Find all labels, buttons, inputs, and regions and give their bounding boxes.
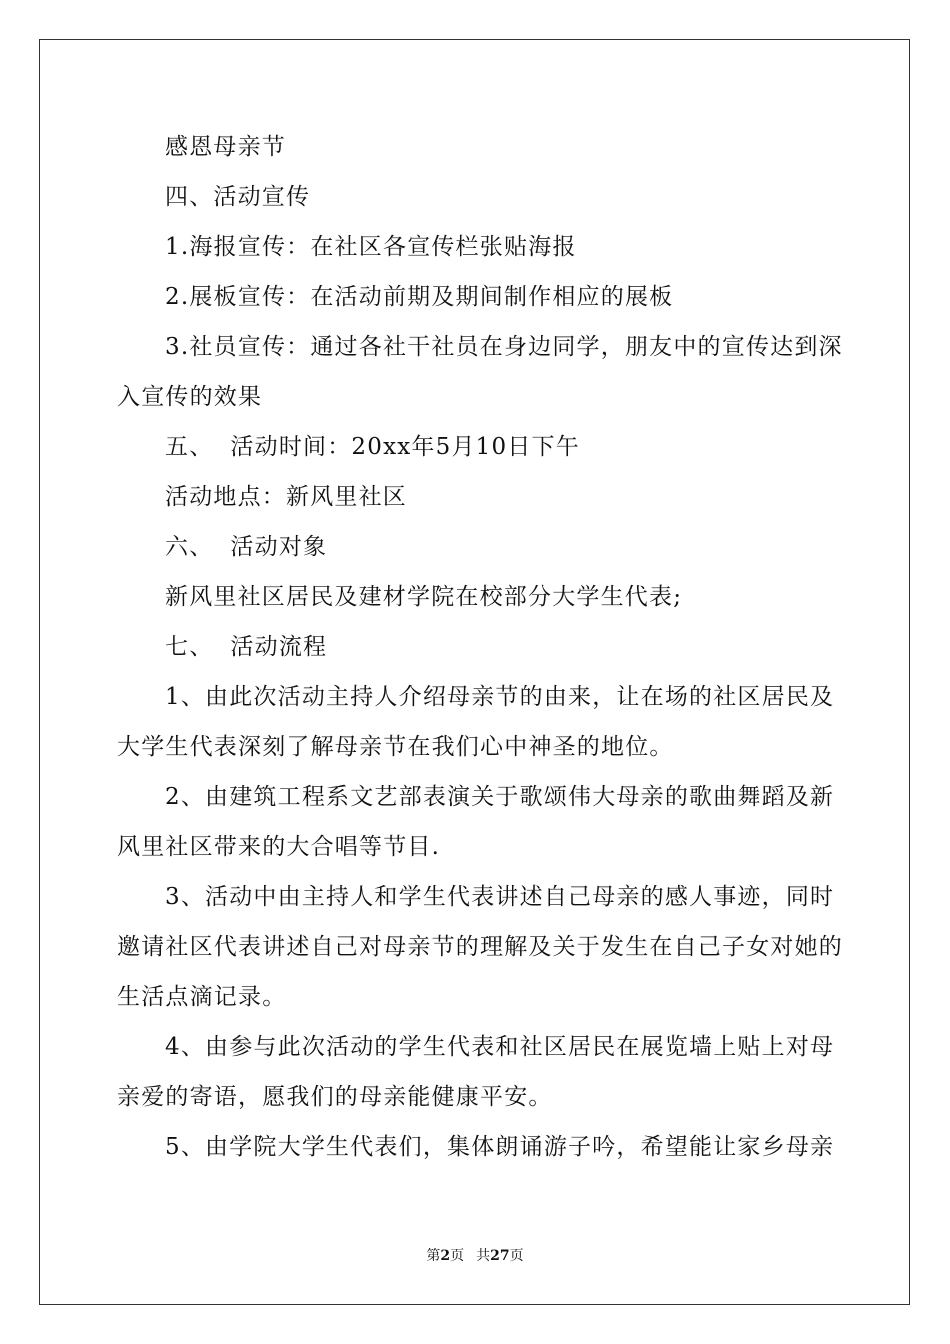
- text-line: 1、由此次活动主持人介绍母亲节的由来，让在场的社区居民及: [165, 684, 835, 710]
- text-line: 风里社区带来的大合唱等节目.: [117, 834, 441, 860]
- text-line: 5、由学院大学生代表们，集体朗诵游子吟，希望能让家乡母亲: [165, 1134, 835, 1160]
- text-line: 1.海报宣传：在社区各宣传栏张贴海报: [165, 234, 577, 260]
- page-prefix: 第: [426, 1248, 441, 1264]
- page-suffix: 页: [450, 1248, 465, 1264]
- text-line: 3.社员宣传：通过各社干社员在身边同学，朋友中的宣传达到深: [165, 334, 843, 360]
- total-suffix: 页: [509, 1248, 524, 1264]
- document-body: [117, 122, 843, 1172]
- text-line: 4、由参与此次活动的学生代表和社区居民在展览墙上贴上对母: [165, 1034, 835, 1060]
- text-line: 新风里社区居民及建材学院在校部分大学生代表;: [165, 584, 683, 610]
- section-heading: 四、活动宣传: [165, 184, 311, 210]
- text-line: 入宣传的效果: [117, 384, 263, 410]
- total-pages: 27: [490, 1248, 510, 1264]
- page-footer: [0, 1246, 950, 1266]
- text-line: 邀请社区代表讲述自己对母亲节的理解及关于发生在自己子女对她的: [117, 934, 843, 960]
- section-heading: 七、 活动流程: [165, 634, 328, 660]
- text-line: 大学生代表深刻了解母亲节在我们心中神圣的地位。: [117, 734, 674, 760]
- section-heading: 五、 活动时间：20xx年5月10日下午: [165, 434, 580, 460]
- text-line: 亲爱的寄语，愿我们的母亲能健康平安。: [117, 1084, 553, 1110]
- text-line: 3、活动中由主持人和学生代表讲述自己母亲的感人事迹，同时: [165, 884, 835, 910]
- total-prefix: 共: [476, 1248, 491, 1264]
- text-line: 生活点滴记录。: [117, 984, 287, 1010]
- text-line: 2.展板宣传：在活动前期及期间制作相应的展板: [165, 284, 674, 310]
- section-heading: 六、 活动对象: [165, 534, 328, 560]
- text-line: 2、由建筑工程系文艺部表演关于歌颂伟大母亲的歌曲舞蹈及新: [165, 784, 835, 810]
- text-line: 感恩母亲节: [165, 134, 286, 160]
- text-line: 活动地点：新风里社区: [165, 484, 407, 510]
- page-number: 2: [440, 1248, 451, 1264]
